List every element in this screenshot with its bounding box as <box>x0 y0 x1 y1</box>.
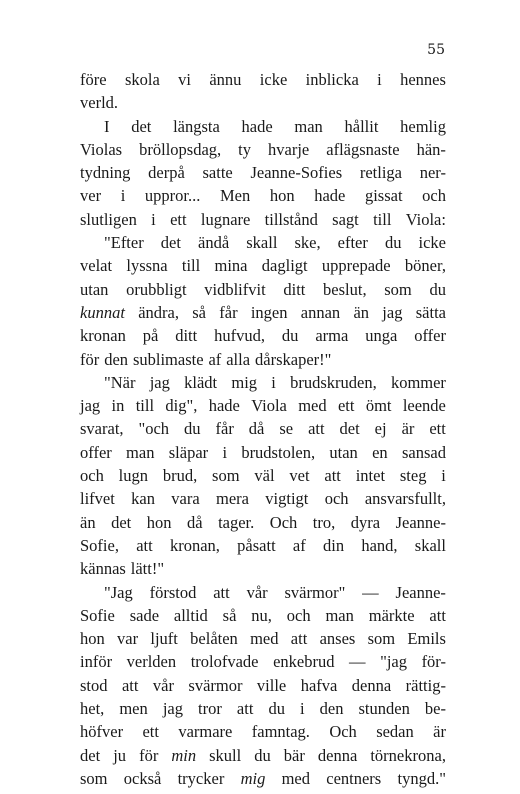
text-line: höfver ett varmare famntag. Och sedan är <box>80 722 446 742</box>
text-line: slutligen i ett lugnare tillstånd sagt till Viola: <box>80 209 446 229</box>
text-line: verld. <box>80 93 119 113</box>
text-line: "När jag klädt mig i brudskruden, kommer <box>104 372 446 392</box>
text-line: hon var ljuft belåten med att anses som Emils <box>80 629 446 649</box>
text-line: tydning derpå satte Jeanne-Sofies retliga ner- <box>80 163 446 183</box>
text-line: för den sublimaste af alla dårskaper!" <box>80 349 332 369</box>
text-line: "Efter det ändå skall ske, efter du icke <box>104 233 446 253</box>
text-line: Sofie sade alltid så nu, och man märkte att <box>80 605 446 625</box>
text-line: än det hon då tager. Och tro, dyra Jeanne- <box>80 512 446 532</box>
text-line: utan orubbligt vidblifvit ditt beslut, som du <box>80 279 446 299</box>
text-line: ver i uppror... Men hon hade gissat och <box>80 186 446 206</box>
text-line: svarat, "och du får då se att det ej är ett <box>80 419 446 439</box>
text-line: het, men jag tror att du i den stunden be- <box>80 699 446 719</box>
text-line: och lugn brud, som väl vet att intet steg i <box>80 466 446 486</box>
text-line: kännas lätt!" <box>80 559 165 579</box>
text-line: det ju för min skull du bär denna törnekrona, <box>80 745 446 765</box>
text-line: jag in till dig", hade Viola med ett ömt leende <box>80 396 446 416</box>
text-line: Sofie, att kronan, påsatt af din hand, skall <box>80 535 446 555</box>
text-line: lifvet kan vara mera vigtigt och ansvarsfullt, <box>80 489 446 509</box>
text-line: kronan på ditt hufvud, du arma unga offer <box>80 326 446 346</box>
text-line: inför verlden trolofvade enkebrud — "jag för- <box>80 652 446 672</box>
text-line: stod att vår svärmor ville hafva denna rättig- <box>80 675 446 695</box>
text-line: "Jag förstod att vår svärmor" — Jeanne- <box>104 582 446 602</box>
text-line: kunnat ändra, så får ingen annan än jag sätta <box>80 302 446 322</box>
text-line: velat lyssna till mina dagligt upprepade böner, <box>80 256 446 276</box>
text-line: I det längsta hade man hållit hemlig <box>104 116 446 136</box>
text-line: offer man släpar i brudstolen, utan en sansad <box>80 442 446 462</box>
text-line: Violas bröllopsdag, ty hvarje aflägsnaste hän- <box>80 139 446 159</box>
text-line: före skola vi ännu icke inblicka i hennes <box>80 70 446 89</box>
body-text <box>80 68 446 790</box>
text-line: som också trycker mig med centners tyngd." <box>80 768 446 788</box>
page-number: 55 <box>427 42 445 58</box>
